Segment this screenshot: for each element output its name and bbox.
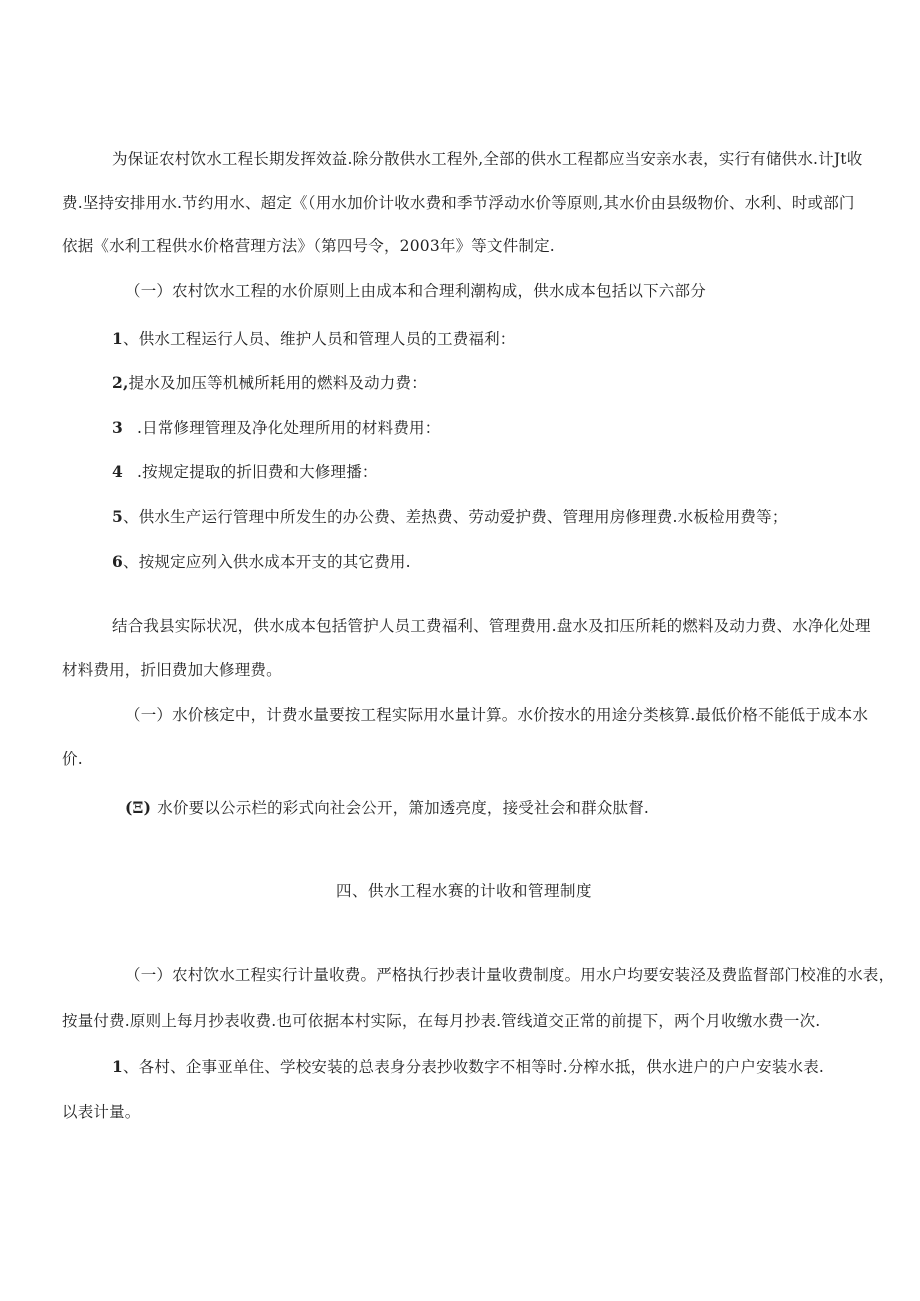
cost-item-5-number: 5 (112, 507, 123, 526)
section-one-title: （一）农村饮水工程的水价原则上由成本和合理利潮构成，供水成本包括以下六部分 (125, 282, 706, 300)
cost-item-2-number: 2, (112, 373, 129, 392)
chapter-four-para-line-2: 按量付费.原则上每月抄表收费.也可依据本村实际，在每月抄表.管线道交正常的前提下，两个月收缴水费一次. (62, 1012, 821, 1030)
section-two-line-2: 价. (62, 750, 83, 768)
intro-line-2: 费.坚持安排用水.节约用水、超定《（用水加价计收水费和季节浮动水价等原则,其水价由县级物价、水利、时或部门 (62, 194, 855, 212)
meter-item-1-continuation: 以表计量。 (62, 1103, 141, 1121)
cost-item-3-number: 3 (112, 418, 123, 437)
intro-line-3: 依据《水利工程供水价格营理方法》（第四号令，2003年》等文件制定. (62, 237, 555, 255)
section-three-text: 水价要以公示栏的彩式向社会公开，箫加透亮度，接受社会和群众肽督. (157, 799, 650, 817)
cost-item-6-number: 6 (112, 552, 123, 571)
cost-item-2 (112, 372, 427, 394)
cost-item-5-text: 、供水生产运行管理中所发生的办公费、差热费、劳动爱护费、管理用房修理费.水板检用费等； (123, 508, 788, 526)
section-three (125, 797, 649, 819)
meter-item-1-text: 、各村、企事亚单住、学校安装的总表身分表抄收数字不相等时.分榨水抵，供水进户的户户安装水表. (123, 1058, 825, 1076)
cost-item-4-text: .按规定提取的折旧费和大修理播： (137, 463, 378, 481)
cost-item-4-number: 4 (112, 462, 123, 481)
summary-line-1: 结合我县实际状况，供水成本包括管护人员工费福利、管理费用.盘水及扣压所耗的燃料及动力费、水净化处理 (112, 617, 871, 635)
cost-item-6-text: 、按规定应列入供水成本开支的其它费用. (123, 553, 411, 571)
cost-item-6 (112, 551, 411, 573)
chapter-four-title: 四、供水工程水赛的计收和管理制度 (336, 882, 593, 900)
summary-line-2: 材料费用，折旧费加大修理费。 (62, 661, 282, 679)
cost-item-1 (112, 328, 516, 350)
meter-item-1-number: 1 (112, 1057, 123, 1076)
section-three-mark: (Ξ) (125, 798, 152, 817)
cost-item-4 (112, 461, 378, 483)
cost-item-3-text: .日常修理管理及净化处理所用的材料费用： (137, 419, 441, 437)
cost-item-3 (112, 417, 440, 439)
chapter-four-para-line-1: （一）农村饮水工程实行计量收费。严格执行抄表计量收费制度。用水户均要安装泾及费监督部门校准的水表， (125, 966, 895, 984)
section-two-line-1: （一）水价核定中，计费水量要按工程实际用水量计算。水价按水的用途分类核算.最低价格不能低于成本水 (125, 706, 869, 724)
cost-item-1-number: 1 (112, 329, 123, 348)
cost-item-1-text: 、供水工程运行人员、维护人员和管理人员的工费福利： (123, 330, 516, 348)
cost-item-2-text: 提水及加压等机械所耗用的燃料及动力费： (128, 374, 427, 392)
meter-item-1 (112, 1056, 824, 1078)
intro-line-1: 为保证农村饮水工程长期发挥效益.除分散供水工程外,全部的供水工程都应当安亲水表，实行有储供水.计Jt收 (112, 150, 863, 168)
cost-item-5 (112, 506, 788, 528)
